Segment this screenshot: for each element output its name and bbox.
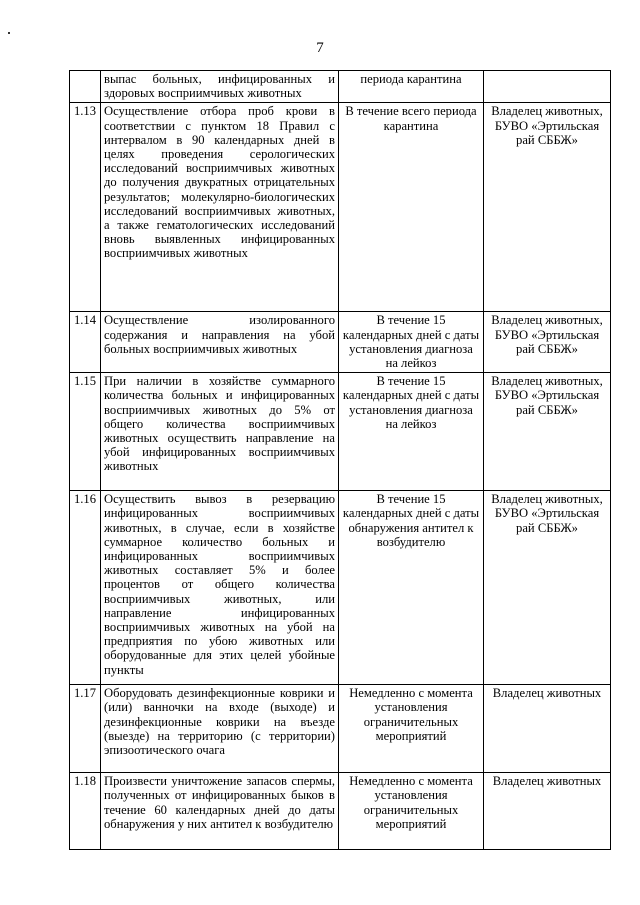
row-term: В течение 15 календарных дней с даты обнаружения антител к возбудителю [339,491,484,685]
row-number: 1.13 [70,103,101,312]
row-responsible: Владелец животных, БУВО «Эртильская рай СББЖ» [484,103,611,312]
row-number: 1.15 [70,373,101,491]
row-responsible: Владелец животных [484,685,611,773]
table-row [70,491,611,685]
row-responsible: Владелец животных, БУВО «Эртильская рай СББЖ» [484,491,611,685]
row-responsible: Владелец животных [484,773,611,850]
row-number: 1.17 [70,685,101,773]
row-action: Осуществление изолированного содержания и направления на убой больных восприимчивых животных [101,312,339,373]
row-action: Произвести уничтожение запасов спермы, полученных от инфицированных быков в течение 60 календарных дней до даты обнаружения у них антител к возбудителю [101,773,339,850]
row-term: периода карантина [339,71,484,103]
row-action: выпас больных, инфицированных и здоровых восприимчивых животных [101,71,339,103]
row-action: Осуществление отбора проб крови в соответствии с пунктом 18 Правил с интервалом в 90 календарных дней в целях проведения серологических исследований восприимчивых животных до получения двукратных отрицательных результатов; молекулярно-биологических исследований восприимчивых животных, а также гематологических исследований вновь выявленных инфицированных восприимчивых животных [101,103,339,312]
row-responsible: Владелец животных, БУВО «Эртильская рай СББЖ» [484,312,611,373]
table-row [70,103,611,312]
row-number: 1.16 [70,491,101,685]
page-number: 7 [316,40,324,56]
measures-table [69,70,611,850]
table-row [70,773,611,850]
row-term: В течение 15 календарных дней с даты установления диагноза на лейкоз [339,373,484,491]
row-term: В течение всего периода карантина [339,103,484,312]
row-number: 1.18 [70,773,101,850]
row-term: В течение 15 календарных дней с даты установления диагноза на лейкоз [339,312,484,373]
row-number: 1.14 [70,312,101,373]
table-row [70,71,611,103]
scan-speck [8,32,10,34]
row-responsible: Владелец животных, БУВО «Эртильская рай СББЖ» [484,373,611,491]
row-term: Немедленно с момента установления ограничительных мероприятий [339,773,484,850]
row-term: Немедленно с момента установления ограничительных мероприятий [339,685,484,773]
table-row [70,685,611,773]
row-action: При наличии в хозяйстве суммарного количества больных и инфицированных восприимчивых животных до 5% от общего количества восприимчивых животных осуществить направление на убой инфицированных восприимчивых животных [101,373,339,491]
table-row [70,373,611,491]
row-action: Осуществить вывоз в резервацию инфицированных восприимчивых животных, в случае, если в хозяйстве суммарное количество больных и инфицированных восприимчивых животных составляет 5% и более процентов от общего количества восприимчивых животных, или направление инфицированных восприимчивых животных на убой на предприятия по убою животных или оборудованные для этих целей убойные пункты [101,491,339,685]
table-row [70,312,611,373]
row-responsible [484,71,611,103]
row-number [70,71,101,103]
row-action: Оборудовать дезинфекционные коврики и (или) ванночки на входе (выходе) и дезинфекционные коврики на въезде (выезде) на территорию (с территории) эпизоотического очага [101,685,339,773]
